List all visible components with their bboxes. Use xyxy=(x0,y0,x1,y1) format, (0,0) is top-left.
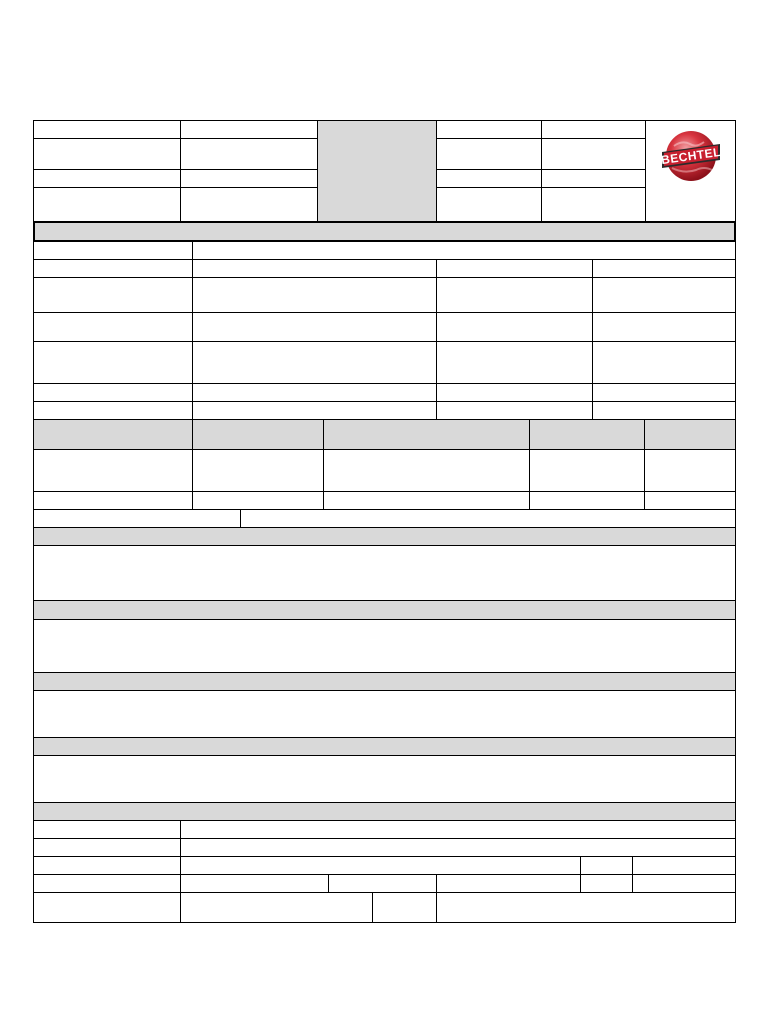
header-field-7-label xyxy=(436,169,542,188)
info-row-5-col-2 xyxy=(436,341,593,384)
section-5-header xyxy=(33,737,736,756)
approval-row-4-col-1 xyxy=(180,874,329,893)
detail-table-header-3 xyxy=(323,419,530,450)
approval-section-header xyxy=(33,802,736,821)
info-row-7-col-2 xyxy=(436,401,593,420)
section-4-body xyxy=(33,690,736,738)
info-row-3-col-2 xyxy=(436,277,593,313)
approval-row-4-col-5 xyxy=(632,874,736,893)
detail-row-1-col-5 xyxy=(644,449,736,492)
header-field-2-label xyxy=(33,138,181,170)
header-field-5-label xyxy=(436,120,542,139)
detail-row-2-col-5 xyxy=(644,491,736,510)
logo-text: BECHTEL xyxy=(660,144,722,168)
header-field-4-label xyxy=(33,187,181,222)
section-1-header xyxy=(33,221,736,242)
info-row-1-value xyxy=(192,241,736,260)
info-row-6-label xyxy=(33,383,193,402)
detail-row-2-col-2 xyxy=(192,491,324,510)
info-row-2-col-3 xyxy=(592,259,736,278)
detail-table-header-2 xyxy=(192,419,324,450)
header-field-1-label xyxy=(33,120,181,139)
approval-row-1-label xyxy=(33,820,181,839)
info-row-2-col-1 xyxy=(192,259,437,278)
detail-row-2-col-1 xyxy=(33,491,193,510)
info-row-5-col-1 xyxy=(192,341,437,384)
header-field-3-value xyxy=(180,169,318,188)
info-row-3-col-1 xyxy=(192,277,437,313)
approval-row-1-value xyxy=(180,820,736,839)
approval-row-3-value xyxy=(180,856,581,875)
approval-row-5-col-1 xyxy=(180,892,373,923)
approval-row-2-value xyxy=(180,838,736,857)
section-3-body xyxy=(33,619,736,673)
section-3-header xyxy=(33,600,736,620)
header-field-3-label xyxy=(33,169,181,188)
info-row-5-col-3 xyxy=(592,341,736,384)
section-2-header xyxy=(33,527,736,546)
section-5-body xyxy=(33,755,736,803)
info-row-1-label xyxy=(33,241,193,260)
header-field-2-value xyxy=(180,138,318,170)
header-field-5-value xyxy=(541,120,646,139)
approval-row-2-label xyxy=(33,838,181,857)
detail-table-header-4 xyxy=(529,419,645,450)
section-2-body xyxy=(33,545,736,601)
approval-row-5-col-3 xyxy=(436,892,736,923)
info-row-7-label xyxy=(33,401,193,420)
header-title-box xyxy=(317,120,437,222)
info-row-4-col-1 xyxy=(192,312,437,342)
header-field-6-label xyxy=(436,138,542,170)
header-field-8-value xyxy=(541,187,646,222)
detail-table-header-5 xyxy=(644,419,736,450)
info-row-6-col-1 xyxy=(192,383,437,402)
info-row-5-label xyxy=(33,341,193,384)
approval-row-5-label xyxy=(33,892,181,923)
info-row-4-col-2 xyxy=(436,312,593,342)
approval-row-3-label xyxy=(33,856,181,875)
header-field-1-value xyxy=(180,120,318,139)
approval-row-5-col-2 xyxy=(372,892,437,923)
split-row-value xyxy=(240,509,736,528)
info-row-4-label xyxy=(33,312,193,342)
approval-row-3-sub-value xyxy=(632,856,736,875)
detail-row-1-col-1 xyxy=(33,449,193,492)
info-row-7-col-1 xyxy=(192,401,437,420)
detail-row-1-col-4 xyxy=(529,449,645,492)
detail-row-1-col-3 xyxy=(323,449,530,492)
header-field-7-value xyxy=(541,169,646,188)
info-row-4-col-3 xyxy=(592,312,736,342)
bechtel-globe-logo-icon xyxy=(660,128,722,184)
header-field-4-value xyxy=(180,187,318,222)
section-4-header xyxy=(33,672,736,691)
info-row-6-col-3 xyxy=(592,383,736,402)
info-row-3-col-3 xyxy=(592,277,736,313)
info-row-3-label xyxy=(33,277,193,313)
header-field-8-label xyxy=(436,187,542,222)
detail-row-2-col-4 xyxy=(529,491,645,510)
approval-row-3-sub-label xyxy=(580,856,633,875)
approval-row-4-col-2 xyxy=(328,874,437,893)
approval-row-4-col-4 xyxy=(580,874,633,893)
detail-row-1-col-2 xyxy=(192,449,324,492)
detail-table-header-1 xyxy=(33,419,193,450)
detail-row-2-col-3 xyxy=(323,491,530,510)
info-row-2-label xyxy=(33,259,193,278)
info-row-7-col-3 xyxy=(592,401,736,420)
header-field-6-value xyxy=(541,138,646,170)
approval-row-4-label xyxy=(33,874,181,893)
info-row-2-col-2 xyxy=(436,259,593,278)
approval-row-4-col-3 xyxy=(436,874,581,893)
info-row-6-col-2 xyxy=(436,383,593,402)
split-row-label xyxy=(33,509,241,528)
